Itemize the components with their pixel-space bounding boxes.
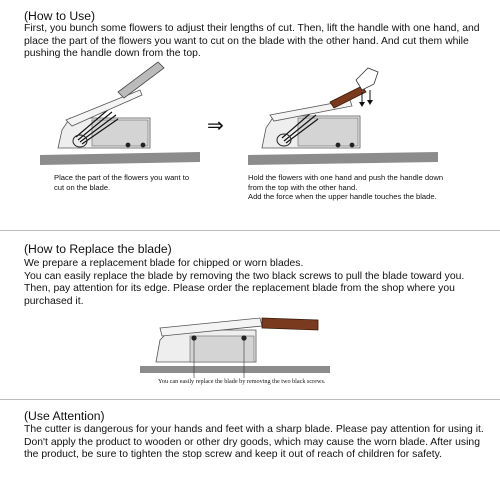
- base-board: [140, 366, 330, 373]
- handle-grip: [262, 318, 318, 330]
- how-to-use-intro: First, you bunch some flowers to adjust their lengths of cut. Then, lift the handle with one hand, and place the part of the flowers you want to cut on the blade with the other hand. And cut them while pushing the handle down from the top.: [24, 23, 480, 60]
- replace-blade-heading: (How to Replace the blade): [24, 242, 172, 256]
- how-to-use-heading: (How to Use): [24, 9, 96, 23]
- section-divider: [0, 399, 500, 400]
- replace-blade-body: We prepare a replacement blade for chipped or worn blades. You can easily replace the blade by removing the two black screws to pull the blade toward you. Then, pay attention for its edge. Please order the replacement blade from the shop where you purchased it.: [24, 258, 465, 307]
- screw-icon: [191, 335, 196, 340]
- use-attention-heading: (Use Attention): [24, 409, 105, 423]
- arrow-right-icon: ⇒: [207, 113, 224, 137]
- use-attention-body: The cutter is dangerous for your hands and feet with a sharp blade. Please pay attention for using it. Don't apply the product to wooden or other dry goods, which may cause the worn blade. After using the product, be sure to tighten the stop screw and keep it out of reach of children for safety.: [24, 424, 484, 461]
- step2-caption: Hold the flowers with one hand and push the handle down from the top with the other hand. Add the force when the upper handle touches the blade.: [248, 173, 444, 202]
- blade-figure-caption: You can easily replace the blade by removing the two black screws.: [158, 378, 326, 385]
- screw-icon: [241, 335, 246, 340]
- step1-caption: Place the part of the flowers you want to cut on the blade.: [54, 173, 190, 192]
